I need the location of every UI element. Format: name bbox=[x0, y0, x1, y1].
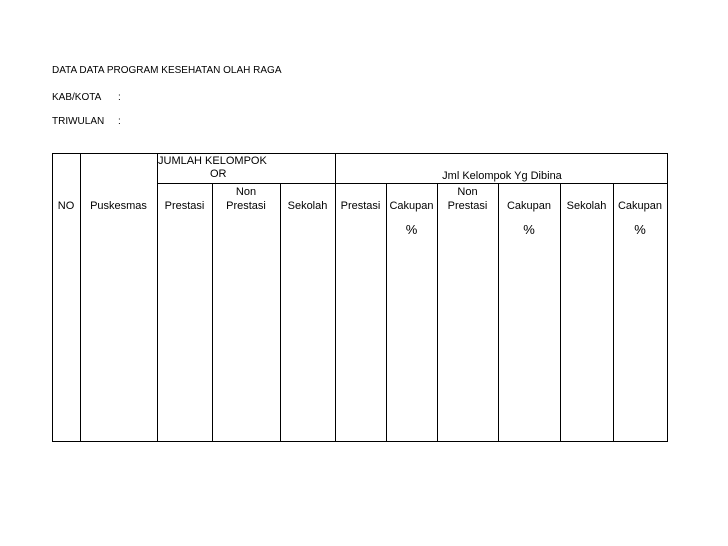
col-divider bbox=[212, 183, 213, 442]
col-divider bbox=[280, 183, 281, 442]
kab-kota-label: KAB/KOTA bbox=[52, 92, 102, 103]
col-header-cakupan-2-percent: % bbox=[523, 222, 535, 237]
col-header-non-prestasi-dibina bbox=[437, 186, 498, 213]
report-title: DATA DATA PROGRAM KESEHATAN OLAH RAGA bbox=[52, 65, 282, 76]
col-header-sekolah-2: Sekolah bbox=[566, 200, 607, 212]
col-header-puskesmas: Puskesmas bbox=[90, 200, 147, 212]
col-header-non2-line2: Prestasi bbox=[447, 200, 488, 212]
kab-kota-colon: : bbox=[118, 92, 121, 103]
table-border-left bbox=[52, 153, 53, 442]
col-header-cakupan-percent: % bbox=[405, 222, 418, 237]
col-divider bbox=[437, 183, 438, 442]
col-header-non-prestasi bbox=[212, 186, 280, 213]
col-header-non-line1: Non bbox=[235, 186, 257, 198]
col-divider bbox=[613, 183, 614, 442]
group-header-jumlah-line2: OR bbox=[210, 168, 227, 180]
table-border-bottom bbox=[52, 441, 668, 442]
group-header-rule bbox=[157, 183, 668, 184]
col-divider bbox=[80, 153, 81, 442]
table-border-top bbox=[52, 153, 668, 154]
col-header-non2-line1: Non bbox=[457, 186, 478, 198]
col-header-non-line2: Prestasi bbox=[226, 200, 266, 212]
col-header-prestasi-dibina: Prestasi bbox=[340, 200, 381, 212]
triwulan-colon: : bbox=[118, 116, 121, 127]
col-header-no: NO bbox=[57, 200, 75, 212]
col-divider bbox=[335, 153, 336, 442]
col-divider bbox=[386, 183, 387, 442]
table-border-right bbox=[667, 153, 668, 442]
group-header-jumlah-kelompok bbox=[158, 155, 334, 181]
col-header-sekolah: Sekolah bbox=[287, 200, 328, 212]
col-divider bbox=[498, 183, 499, 442]
group-header-jumlah-line1: JUMLAH KELOMPOK bbox=[158, 155, 267, 167]
group-header-jml-dibina: Jml Kelompok Yg Dibina bbox=[442, 170, 562, 182]
col-header-cakupan: Cakupan bbox=[389, 200, 434, 212]
col-header-prestasi: Prestasi bbox=[164, 200, 205, 212]
col-divider bbox=[157, 153, 158, 442]
col-header-cakupan-3: Cakupan bbox=[617, 200, 663, 212]
col-header-cakupan-2: Cakupan bbox=[506, 200, 552, 212]
data-table bbox=[52, 153, 668, 442]
col-header-cakupan-3-percent: % bbox=[634, 222, 646, 237]
triwulan-label: TRIWULAN bbox=[52, 116, 105, 127]
col-divider bbox=[560, 183, 561, 442]
